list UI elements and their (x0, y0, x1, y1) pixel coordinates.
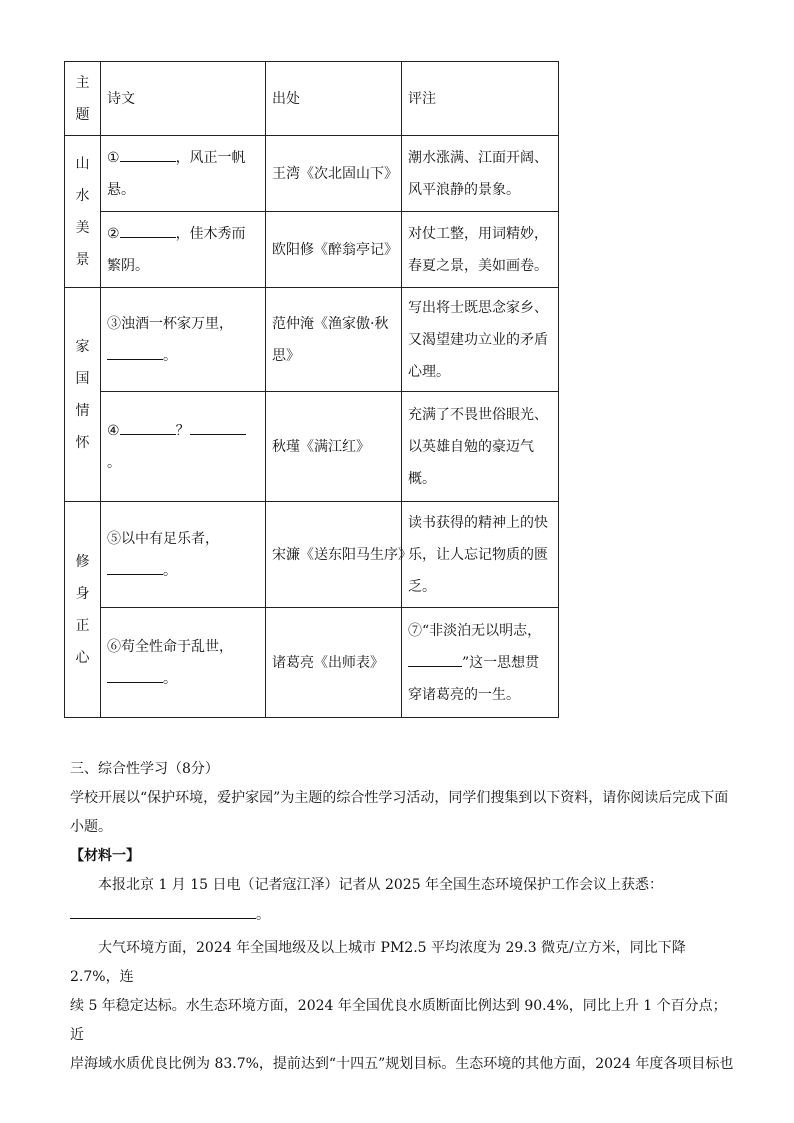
table-row (65, 502, 559, 608)
poem-prefix: ② (107, 225, 120, 242)
poem-cell (101, 212, 266, 288)
poem-text: 。 (163, 562, 177, 579)
theme-char: 心 (75, 649, 90, 666)
theme-landscape (65, 136, 101, 288)
poem-text: ，佳木秀而 (175, 225, 246, 242)
poem-text: ⑤以中有足乐者， (107, 530, 219, 547)
theme-char: 家 (75, 338, 90, 355)
theme-char: 怀 (75, 434, 90, 451)
intro-text: 小题。 (70, 819, 112, 835)
comment-line: 风平浪静的景象。 (408, 181, 520, 198)
theme-char: 正 (75, 617, 90, 634)
material-label: 【材料一】 (70, 848, 140, 864)
comment-cell (402, 136, 559, 212)
comment-line: 概。 (408, 470, 436, 487)
poem-text: ？ (175, 422, 190, 439)
fill-blank[interactable] (107, 341, 163, 360)
comment-cell (402, 392, 559, 502)
poem-prefix: ④ (107, 422, 120, 439)
comment-line: 乐，让人忘记物质的匮 (408, 546, 548, 563)
source-line: 范仲淹《渔家傲·秋 (272, 315, 389, 332)
fill-blank[interactable] (120, 219, 176, 238)
comment-line: 穿诸葛亮的一生。 (408, 686, 520, 703)
poem-text: 。 (107, 454, 121, 471)
news-blank-end: 。 (256, 907, 270, 923)
body-text: 岸海域水质优良比例为 83.7%，提前达到“十四五”规划目标。生态环境的其他方面，2024 年度各项目标也 (70, 1056, 734, 1072)
theme-char: 美 (75, 219, 90, 236)
table-row (65, 288, 559, 392)
poem-cell (101, 608, 266, 718)
source-cell: 王湾《次北固山下》 (266, 136, 402, 212)
fill-blank[interactable] (190, 416, 246, 435)
poem-text: ③浊酒一杯家万里， (107, 315, 233, 332)
theme-char: 情 (75, 402, 90, 419)
poem-text: ⑥苟全性命于乱世， (107, 638, 233, 655)
poem-text: 。 (163, 347, 177, 364)
source-cell: 欧阳修《醉翁亭记》 (266, 212, 402, 288)
theme-self-cultivation (65, 502, 101, 718)
theme-char: 水 (75, 187, 90, 204)
theme-char: 国 (75, 370, 90, 387)
fill-blank[interactable] (107, 664, 163, 683)
poem-cell (101, 288, 266, 392)
comment-line: 春夏之景，美如画卷。 (408, 257, 548, 274)
source-cell: 诸葛亮《出师表》 (266, 608, 402, 718)
comment-line: 乏。 (408, 578, 436, 595)
comment-line: 心理。 (408, 363, 450, 380)
intro-text: 学校开展以“保护环境，爱护家园”为主题的综合性学习活动，同学们搜集到以下资料，请你阅读后完成下面 (70, 790, 729, 806)
header-theme (65, 62, 101, 136)
comment-line: ”这一思想贯 (462, 654, 540, 671)
header-poem: 诗文 (101, 62, 266, 136)
comment-line: 对仗工整，用词精妙， (408, 225, 548, 242)
table-header-row (65, 62, 559, 136)
comment-line: 以英雄自勉的豪迈气 (408, 438, 534, 455)
table-row (65, 608, 559, 718)
header-source: 出处 (266, 62, 402, 136)
poem-text: 悬。 (107, 181, 135, 198)
source-line: 思》 (272, 347, 300, 364)
source-cell (266, 288, 402, 392)
poem-text: ，风正一帆 (175, 149, 246, 166)
fill-blank[interactable] (70, 900, 256, 919)
header-comment: 评注 (402, 62, 559, 136)
theme-char: 景 (75, 251, 90, 268)
body-text: 续 5 年稳定达标。水生态环境方面，2024 年全国优良水质断面比例达到 90.4%，同比上升 1 个百分点；近 (70, 998, 727, 1043)
comment-line: 潮水涨满、江面开阔、 (408, 149, 548, 166)
news-text: 本报北京 1 月 15 日电（记者寇江泽）记者从 2025 年全国生态环境保护工作会议上获悉： (98, 877, 664, 893)
source-cell: 秋瑾《满江红》 (266, 392, 402, 502)
comment-line: 充满了不畏世俗眼光、 (408, 406, 548, 423)
section-3 (70, 755, 734, 1079)
poem-cell (101, 502, 266, 608)
comment-line: 读书获得的精神上的快 (408, 514, 548, 531)
poem-prefix: ① (107, 149, 120, 166)
table-row (65, 136, 559, 212)
theme-char: 山 (75, 155, 90, 172)
comment-cell (402, 212, 559, 288)
comment-cell (402, 608, 559, 718)
poem-cell (101, 392, 266, 502)
theme-char: 修 (75, 553, 90, 570)
theme-char: 身 (75, 585, 90, 602)
comment-line: 又渴望建功立业的矛盾 (408, 331, 548, 348)
comment-cell (402, 288, 559, 392)
news-blank-line (70, 900, 734, 930)
fill-blank[interactable] (408, 648, 462, 667)
section-heading: 三、综合性学习（8分） (70, 761, 219, 777)
poem-text: 。 (163, 670, 177, 687)
body-text: 大气环境方面，2024 年全国地级及以上城市 PM2.5 平均浓度为 29.3 微克/立方米，同比下降 2.7%，连 (70, 940, 686, 985)
source-cell: 宋濂《送东阳马生序》 (266, 502, 402, 608)
poetry-table (64, 61, 559, 718)
fill-blank[interactable] (107, 556, 163, 575)
fill-blank[interactable] (120, 416, 176, 435)
header-theme-char: 主 (75, 74, 90, 91)
table-row (65, 392, 559, 502)
fill-blank[interactable] (120, 143, 176, 162)
poem-cell (101, 136, 266, 212)
comment-cell (402, 502, 559, 608)
table-row (65, 212, 559, 288)
header-theme-char: 题 (75, 106, 90, 123)
comment-line: ⑦“非淡泊无以明志， (408, 622, 542, 639)
theme-patriotism (65, 288, 101, 502)
poem-text: 繁阴。 (107, 257, 149, 274)
comment-line: 写出将士既思念家乡、 (408, 299, 548, 316)
